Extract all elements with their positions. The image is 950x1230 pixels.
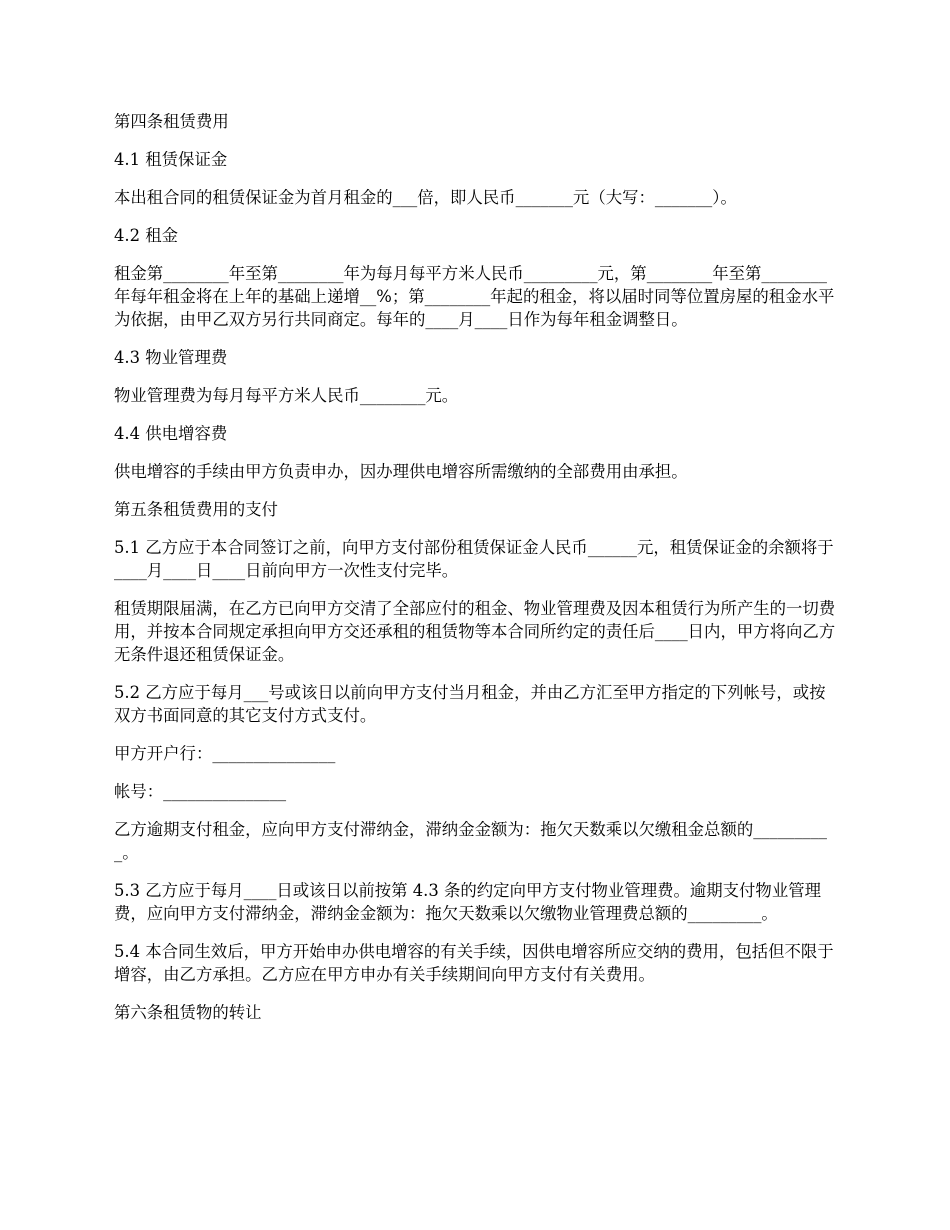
section-5-4-text: 5.4 本合同生效后，甲方开始申办供电增容的有关手续，因供电增容所应交纳的费用，包括但不限于增容，由乙方承担。乙方应在甲方申办有关手续期间向甲方支付有关费用。 (114, 942, 834, 984)
section-5-2-text: 5.2 乙方应于每月___号或该日以前向甲方支付当月租金，并由乙方汇至甲方指定的下列帐号，或按双方书面同意的其它支付方式支付。 (114, 683, 826, 725)
section-4-4-text: 供电增容的手续由甲方负责申办，因办理供电增容所需缴纳的全部费用由承担。 (114, 462, 688, 481)
section-4-2-heading: 4.2 租金 (114, 226, 179, 245)
section-4-2-text: 租金第________年至第________年为每月每平方米人民币_________元，第________年至第________年每年租金将在上年的基础上递增__%；第________年起的租金，将以届时同等位置房屋的租金水平为依据，由甲乙双方另行共同商定。每年的____月____日作为每年租金调整日。 (114, 264, 835, 329)
section-5-3-text: 5.3 乙方应于每月____日或该日以前按第 4.3 条的约定向甲方支付物业管理费。逾期支付物业管理费，应向甲方支付滞纳金，滞纳金金额为：拖欠天数乘以欠缴物业管理费总额的_________。 (114, 881, 821, 923)
section-4-1-text: 本出租合同的租赁保证金为首月租金的___倍，即人民币_______元（大写：_______）。 (114, 188, 737, 207)
section-4-3-text: 物业管理费为每月每平方米人民币________元。 (114, 386, 459, 405)
account-number-line: 帐号：_______________ (114, 782, 287, 801)
section-5-1-text: 5.1 乙方应于本合同签订之前，向甲方支付部份租赁保证金人民币______元，租赁保证金的余额将于____月____日____日前向甲方一次性支付完毕。 (114, 538, 834, 580)
document-body (114, 110, 840, 1039)
section-4-3-heading: 4.3 物业管理费 (114, 348, 228, 367)
section-4-4-heading: 4.4 供电增容费 (114, 424, 228, 443)
article-6-heading: 第六条租赁物的转让 (114, 1003, 262, 1022)
section-4-1-heading: 4.1 租赁保证金 (114, 150, 228, 169)
deposit-refund-text: 租赁期限届满，在乙方已向甲方交清了全部应付的租金、物业管理费及因本租赁行为所产生的一切费用，并按本合同规定承担向甲方交还承租的租赁物等本合同所约定的责任后____日内，甲方将向乙方无条件退还租赁保证金。 (114, 599, 836, 664)
article-5-heading: 第五条租赁费用的支付 (114, 500, 278, 519)
late-rent-fee-text: 乙方逾期支付租金，应向甲方支付滞纳金，滞纳金金额为：拖欠天数乘以欠缴租金总额的__________。 (114, 820, 827, 862)
bank-name-line: 甲方开户行：_______________ (114, 744, 336, 763)
article-4-heading: 第四条租赁费用 (114, 112, 229, 131)
